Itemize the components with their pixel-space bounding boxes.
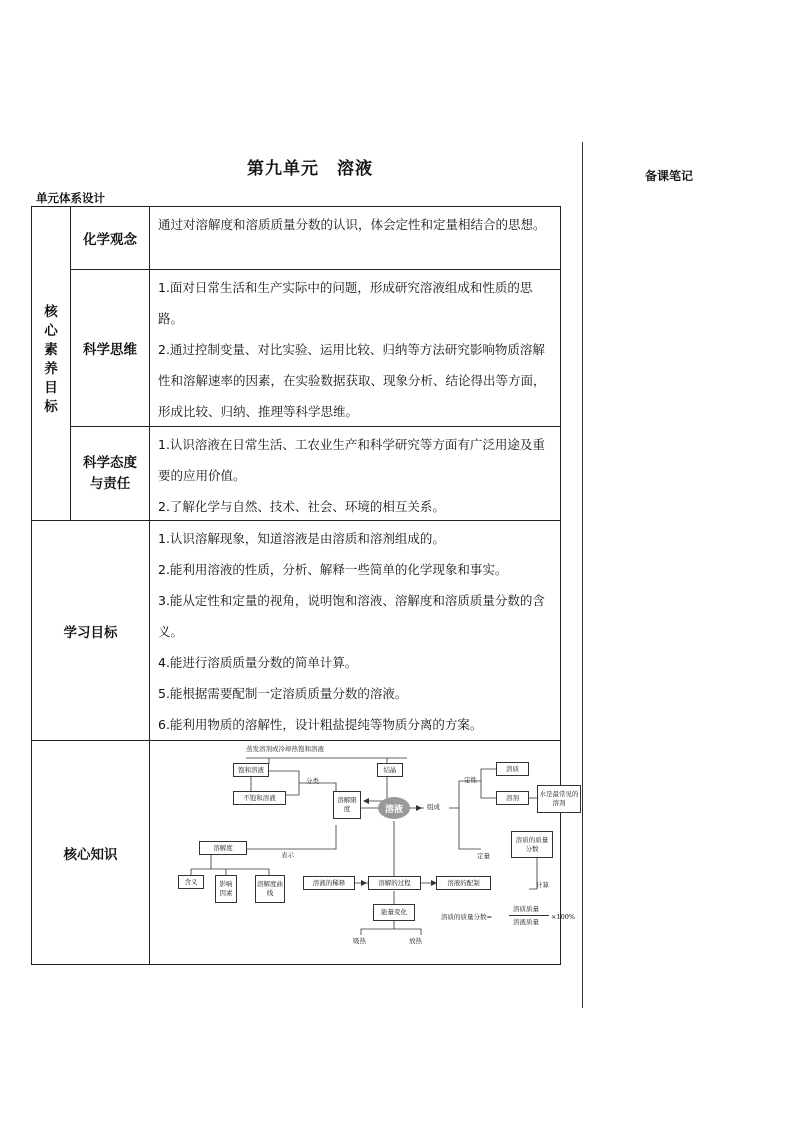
- core-goals-label: [43, 303, 59, 417]
- page-title: 第九单元 溶液: [247, 159, 373, 179]
- core-goals-label-cell: [32, 207, 71, 521]
- map-prepare: 溶液的配制: [436, 876, 491, 890]
- map-compose: 组成: [427, 803, 440, 811]
- knowledge-mind-map: [151, 741, 579, 966]
- core-goals-label-char: 养: [44, 361, 58, 377]
- map-mass-fraction: 溶质的质量分数: [511, 831, 553, 858]
- map-water-note: 水是最常见的溶剂: [537, 785, 581, 813]
- core-goals-label-char: 心: [44, 323, 58, 339]
- learning-goal-item: 2.能利用溶液的性质，分析、解释一些简单的化学现象和事实。: [158, 562, 508, 577]
- learning-goals-label: 学习目标: [32, 521, 150, 741]
- notes-divider: [582, 142, 583, 1008]
- learning-goal-item: 5.能根据需要配制一定溶质质量分数的溶液。: [158, 686, 408, 701]
- map-qualitative: 定性: [464, 776, 477, 784]
- map-top-text: 蒸发溶剂或冷却热饱和溶液: [246, 745, 324, 753]
- learning-goals-content: [150, 521, 560, 741]
- learning-goal-item: 3.能从定性和定量的视角，说明饱和溶液、溶解度和溶质质量分数的含义。: [158, 593, 545, 639]
- map-center-solution: 溶液: [378, 797, 410, 819]
- map-energy: 能量变化: [373, 904, 415, 921]
- map-formula-right: ×100%: [551, 913, 576, 921]
- row-label-attitude-responsibility: 科学态度 与责任: [71, 427, 150, 521]
- map-curve: 溶解度曲线: [255, 875, 285, 903]
- map-express: 表示: [281, 851, 294, 859]
- core-goals-label-char: 核: [44, 304, 58, 320]
- map-calc: 计算: [536, 881, 549, 889]
- row-content-chemistry-concept: 通过对溶解度和溶质质量分数的认识，体会定性和定量相结合的思想。: [150, 207, 560, 270]
- learning-goal-item: 1.认识溶解现象，知道溶液是由溶质和溶剂组成的。: [158, 531, 445, 546]
- map-dilute: 溶液的稀释: [303, 876, 355, 890]
- map-solute: 溶质: [496, 762, 529, 776]
- map-formula-den: 溶液质量: [513, 918, 539, 926]
- map-formula-left: 溶质的质量分数=: [441, 913, 492, 921]
- map-unsaturated: 不饱和溶液: [233, 791, 286, 805]
- core-goals-label-char: 标: [44, 399, 58, 415]
- map-classify: 分类: [306, 777, 319, 785]
- map-solubility: 溶解度: [199, 841, 247, 855]
- map-crystallize: 结晶: [377, 763, 403, 777]
- map-absorb: 吸热: [353, 937, 366, 945]
- core-goals-label-char: 目: [44, 380, 58, 396]
- map-formula-num: 溶质质量: [513, 905, 539, 913]
- map-solvent: 溶剂: [496, 791, 529, 805]
- side-notes-label: 备课笔记: [645, 169, 694, 183]
- map-release: 放热: [409, 937, 422, 945]
- map-quantitative: 定量: [477, 852, 490, 860]
- section-label: 单元体系设计: [36, 191, 105, 205]
- row-content-scientific-thinking: 1.面对日常生活和生产实际中的问题，形成研究溶液组成和性质的思路。 2.通过控制变量、对比实验、运用比较、归纳等方法研究影响物质溶解性和溶解速率的因素，在实验数据获取、现象分析、结论得出等方面，形成比较、归纳、推理等科学思维。: [150, 270, 560, 427]
- learning-goal-item: 4.能进行溶质质量分数的简单计算。: [158, 655, 358, 670]
- map-meaning: 含义: [178, 875, 204, 889]
- map-factors: 影响因素: [215, 875, 237, 903]
- learning-goal-item: 6.能利用物质的溶解性，设计粗盐提纯等物质分离的方案。: [158, 717, 483, 732]
- map-formula-bar: [509, 915, 549, 916]
- map-saturated: 饱和溶液: [233, 763, 269, 777]
- core-knowledge-label: 核心知识: [32, 741, 150, 964]
- map-limit: 溶解限度: [333, 791, 361, 819]
- row-label-scientific-thinking: 科学思维: [71, 270, 150, 427]
- map-process: 溶解的过程: [368, 876, 421, 890]
- row-content-attitude-responsibility: 1.认识溶液在日常生活、工农业生产和科学研究等方面有广泛用途及重要的应用价值。 2.了解化学与自然、技术、社会、环境的相互关系。: [150, 427, 560, 521]
- core-goals-label-char: 素: [44, 342, 58, 358]
- row-label-chemistry-concept: 化学观念: [71, 207, 150, 270]
- unit-design-table: [31, 206, 579, 965]
